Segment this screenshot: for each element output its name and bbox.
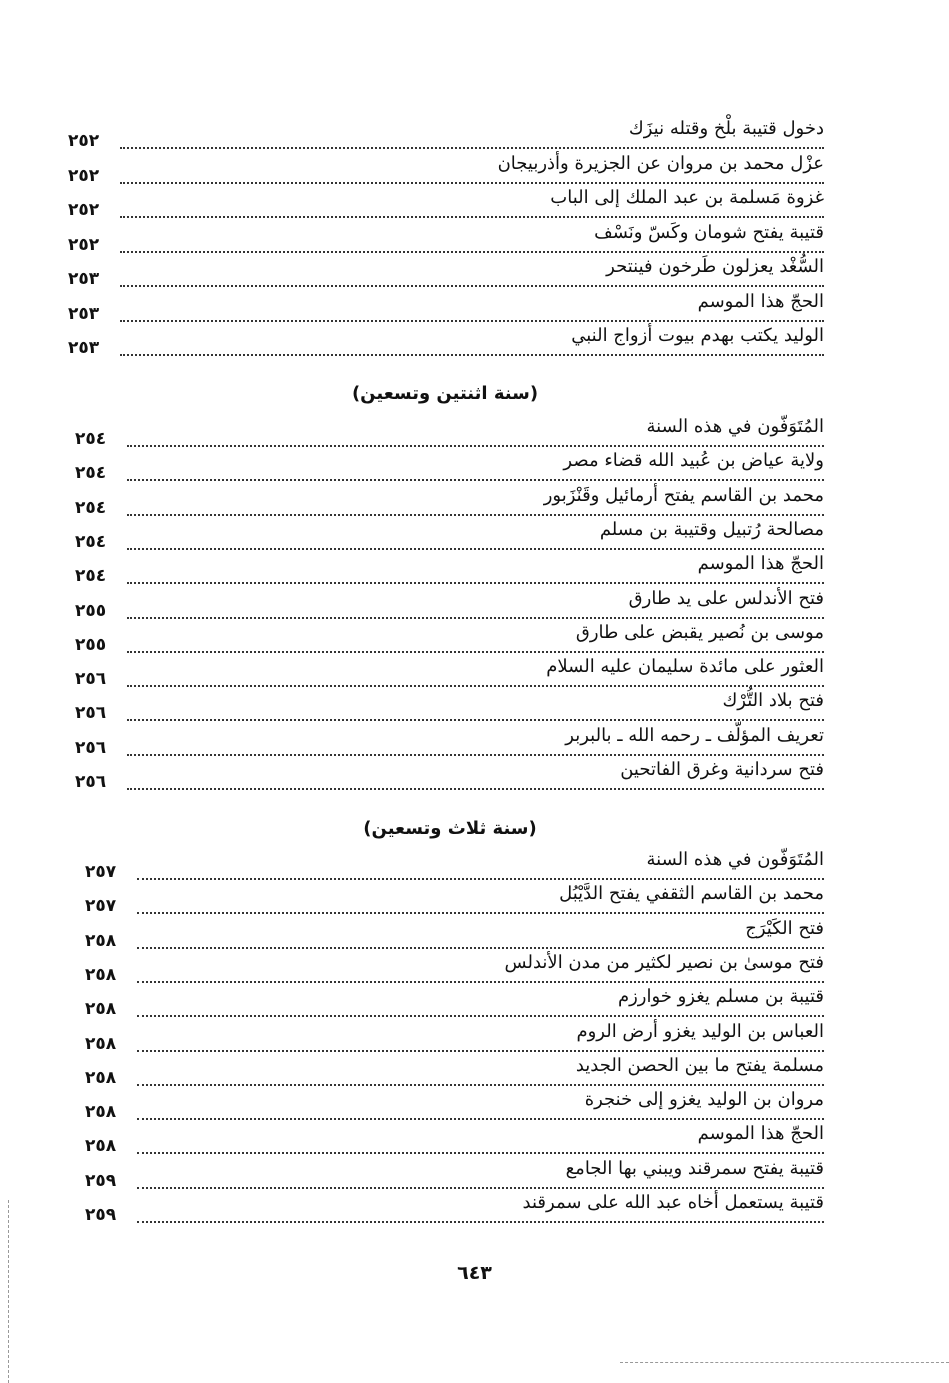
toc-entry-title: فتح الأندلس على يد طارق: [623, 587, 824, 611]
toc-entry: [85, 1088, 824, 1122]
toc-entry: [68, 186, 824, 220]
toc-entry-page: ٢٥٨: [85, 1033, 117, 1054]
toc-entry-title: محمد بن القاسم يفتح أرمائيل وقَنْزَبور: [538, 484, 824, 508]
toc-entry-title: محمد بن القاسم الثقفي يفتح الدَّيْبُل: [553, 882, 824, 906]
toc-entry: [85, 1157, 824, 1191]
toc-entry-title: الحجّ هذا الموسم: [692, 552, 824, 576]
toc-entry-page: ٢٥٨: [85, 964, 117, 985]
toc-entry-title: عزْل محمد بن مروان عن الجزيرة وأذربيجان: [492, 152, 824, 176]
toc-entry-title: فتح بلاد التُّرْك: [716, 689, 824, 713]
toc-entry: [75, 655, 824, 689]
toc-entry: [75, 449, 824, 483]
toc-entry: [85, 848, 824, 882]
toc-entry-title: مسلمة يفتح ما بين الحصن الجديد: [570, 1054, 824, 1078]
toc-entry: [85, 1191, 824, 1225]
toc-entry: [75, 518, 824, 552]
toc-entry: [85, 1054, 824, 1088]
toc-entry: [75, 758, 824, 792]
toc-entry-page: ٢٥٨: [85, 1136, 117, 1157]
toc-entry-title: دخول قتيبة بلْخ وقتله نيزَك: [623, 117, 824, 141]
toc-entry: [68, 255, 824, 289]
toc-entry-page: ٢٥٤: [75, 463, 107, 484]
toc-entry-page: ٢٥٦: [75, 772, 107, 792]
page-number: ٦٤٣: [457, 1262, 492, 1284]
toc-entry: [68, 221, 824, 255]
toc-entry: [75, 689, 824, 723]
toc-entry-title: العباس بن الوليد يغزو أرض الروم: [570, 1020, 824, 1044]
toc-entry: [85, 1122, 824, 1156]
toc-entry-page: ٢٥٤: [75, 566, 107, 587]
toc-entry-page: ٢٥٦: [75, 669, 107, 690]
toc-entry-page: ٢٥٥: [75, 600, 107, 621]
toc-entry-title: الحجّ هذا الموسم: [692, 290, 824, 314]
toc-entry-page: ٢٥٢: [68, 234, 100, 255]
toc-entry-title: العثور على مائدة سليمان عليه السلام: [540, 655, 824, 679]
bottom-scan-line: [620, 1362, 949, 1364]
toc-entry-title: المُتَوَفّون في هذه السنة: [640, 415, 824, 439]
toc-entry-page: ٢٥٣: [68, 338, 100, 358]
toc-entry-title: قتيبة يفتح شومان وكَسّ ونَسْف: [588, 221, 824, 245]
toc-entry-title: مصالحة رُتبيل وقتيبة بن مسلم: [594, 518, 824, 542]
toc-entry-title: الوليد يكتب بهدم بيوت أزواج النبي: [565, 324, 824, 348]
section-heading-93: (سنة ثلاث وتسعين): [363, 818, 537, 839]
toc-entry-title: تعريف المؤلّف ـ رحمه الله ـ بالبربر: [559, 724, 824, 748]
toc-entry-title: فتح الكَيْرَج: [739, 917, 824, 941]
toc-entry-page: ٢٥٨: [85, 1067, 117, 1088]
toc-entry-title: ولاية عياض بن عُبيد الله قضاء مصر: [557, 449, 824, 473]
toc-entry-page: ٢٥٣: [68, 303, 100, 324]
toc-entry-title: غزوة مَسلمة بن عبد الملك إلى الباب: [544, 186, 824, 210]
toc-entry-page: ٢٥٧: [85, 862, 117, 882]
toc-entry-page: ٢٥٨: [85, 930, 117, 951]
toc-entry-title: موسى بن نُصير يقبض على طارق: [570, 621, 824, 645]
toc-entry-page: ٢٥٦: [75, 737, 107, 758]
toc-entry: [75, 587, 824, 621]
toc-entry-page: ٢٥٧: [85, 896, 117, 917]
toc-entry: [68, 152, 824, 186]
toc-entry: [85, 1020, 824, 1054]
toc-entry-title: قتيبة بن مسلم يغزو خوارزم: [612, 985, 824, 1009]
toc-entry-page: ٢٥٣: [68, 269, 100, 289]
toc-entry: [85, 951, 824, 985]
toc-entry-title: قتيبة يفتح سمرقند ويبني بها الجامع: [560, 1157, 824, 1181]
margin-scan-line: [8, 1200, 10, 1383]
toc-entry-title: مروان بن الوليد يغزو إلى خنجرة: [579, 1088, 824, 1112]
toc-entry: [75, 621, 824, 655]
toc-entry-page: ٢٥٩: [85, 1170, 117, 1191]
toc-entry-page: ٢٥٤: [75, 531, 107, 552]
toc-entry: [75, 415, 824, 449]
toc-entry: [75, 552, 824, 586]
toc-entry-page: ٢٥٢: [68, 165, 100, 186]
toc-entry-page: ٢٥٩: [85, 1205, 117, 1225]
toc-entry: [85, 985, 824, 1019]
section-heading-92: (سنة اثنتين وتسعين): [351, 383, 539, 404]
toc-entry-title: قتيبة يستعمل أخاه عبد الله على سمرقند: [517, 1191, 824, 1215]
toc-entry: [68, 117, 824, 151]
toc-entry: [85, 917, 824, 951]
toc-entry: [85, 882, 824, 916]
toc-entry-page: ٢٥٨: [85, 999, 117, 1020]
toc-entry-page: ٢٥٥: [75, 634, 107, 655]
toc-entry: [68, 290, 824, 324]
toc-entry-page: ٢٥٢: [68, 131, 100, 151]
toc-entry-page: ٢٥٤: [75, 497, 107, 518]
toc-entry: [75, 484, 824, 518]
toc-entry-page: ٢٥٦: [75, 703, 107, 724]
toc-entry-page: ٢٥٨: [85, 1102, 117, 1123]
toc-entry: [68, 324, 824, 358]
toc-entry-title: فتح سردانية وغرق الفاتحين: [614, 758, 824, 782]
toc-entry-title: فتح موسىٰ بن نصير لكثير من مدن الأندلس: [499, 951, 824, 975]
toc-entry-title: المُتَوَفّون في هذه السنة: [640, 848, 824, 872]
toc-entry-page: ٢٥٢: [68, 200, 100, 220]
toc-entry-title: الحجّ هذا الموسم: [692, 1122, 824, 1146]
dot-leader: [137, 923, 824, 949]
toc-entry: [75, 724, 824, 758]
toc-entry-title: السُّغْد يعزلون طَرخون فينتحر: [600, 255, 824, 279]
toc-entry-page: ٢٥٤: [75, 429, 107, 449]
